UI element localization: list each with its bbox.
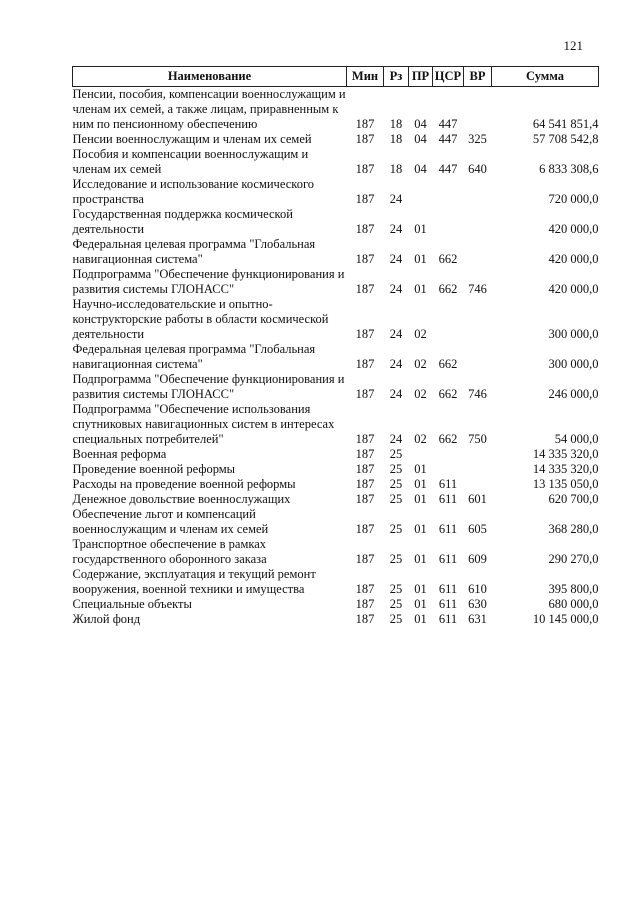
row-rz: 24 [389, 387, 403, 401]
row-name: Пенсии, пособия, компенсации военнослужащим и членам их семей, а также лицам, приравненным к ним по пенсионному обеспечению [72, 87, 346, 131]
row-vr [464, 237, 492, 267]
row-name: Подпрограмма "Обеспечение функционирования и развития системы ГЛОНАСС" [72, 372, 345, 401]
row-vr: 601 [468, 492, 487, 506]
row-pr: 01 [414, 462, 427, 476]
table-row [73, 297, 599, 342]
row-min: 187 [355, 282, 375, 296]
header-min: Мин [347, 67, 384, 87]
row-vr: 325 [468, 132, 487, 146]
row-pr: 01 [414, 522, 427, 536]
row-name: Федеральная целевая программа "Глобальная навигационная система" [72, 237, 316, 266]
row-name: Расходы на проведение военной реформы [72, 477, 296, 491]
row-pr: 01 [414, 477, 427, 491]
row-sum: 246 000,0 [548, 387, 599, 401]
table-row [73, 267, 599, 297]
row-pr: 02 [414, 327, 427, 341]
row-min: 187 [355, 222, 375, 236]
row-pr: 01 [414, 552, 427, 566]
row-sum: 64 541 851,4 [532, 117, 599, 131]
table-row [73, 537, 599, 567]
row-vr [464, 342, 492, 372]
row-min: 187 [355, 462, 375, 476]
row-rz: 24 [389, 192, 403, 206]
row-sum: 620 700,0 [548, 492, 599, 506]
row-name: Пособия и компенсации военнослужащим и членам их семей [72, 147, 309, 176]
budget-table [72, 66, 599, 627]
row-csr: 611 [438, 582, 458, 596]
row-name: Государственная поддержка космической деятельности [72, 207, 293, 236]
table-row [73, 477, 599, 492]
row-csr [433, 462, 464, 477]
row-name: Денежное довольствие военнослужащих [72, 492, 291, 506]
header-vr: ВР [464, 67, 492, 87]
row-rz: 24 [389, 327, 403, 341]
table-body [73, 87, 599, 628]
row-name: Пенсии военнослужащим и членам их семей [72, 132, 312, 146]
table-row [73, 372, 599, 402]
row-pr: 02 [414, 387, 427, 401]
row-name: Транспортное обеспечение в рамках государственного оборонного заказа [72, 537, 267, 566]
row-csr: 611 [438, 612, 458, 626]
row-vr: 605 [468, 522, 487, 536]
row-csr: 662 [438, 282, 458, 296]
row-vr [464, 297, 492, 342]
table-row [73, 447, 599, 462]
row-name: Проведение военной реформы [72, 462, 236, 476]
row-pr: 01 [414, 492, 427, 506]
row-csr: 611 [438, 597, 458, 611]
table-row [73, 612, 599, 627]
row-csr: 662 [438, 252, 458, 266]
row-sum: 10 145 000,0 [532, 612, 599, 626]
row-rz: 25 [389, 462, 403, 476]
row-sum: 290 270,0 [548, 552, 599, 566]
row-vr [464, 177, 492, 207]
row-min: 187 [355, 522, 375, 536]
row-sum: 14 335 320,0 [532, 447, 599, 461]
table-row [73, 402, 599, 447]
row-csr: 447 [438, 117, 458, 131]
header-pr: ПР [409, 67, 433, 87]
row-vr [464, 477, 492, 492]
row-name: Подпрограмма "Обеспечение использования спутниковых навигационных систем в интересах специальных потребителей" [72, 402, 335, 446]
table-row [73, 132, 599, 147]
row-min: 187 [355, 492, 375, 506]
row-sum: 57 708 542,8 [532, 132, 599, 146]
row-vr: 631 [468, 612, 487, 626]
row-min: 187 [355, 357, 375, 371]
row-rz: 25 [389, 612, 403, 626]
row-csr [433, 447, 464, 462]
row-rz: 18 [389, 132, 403, 146]
row-min: 187 [355, 582, 375, 596]
row-vr: 746 [468, 387, 487, 401]
row-min: 187 [355, 552, 375, 566]
row-name: Военная реформа [72, 447, 167, 461]
row-csr: 611 [438, 477, 458, 491]
row-rz: 24 [389, 282, 403, 296]
row-vr [464, 462, 492, 477]
row-sum: 720 000,0 [548, 192, 599, 206]
row-pr: 02 [414, 357, 427, 371]
row-sum: 13 135 050,0 [532, 477, 599, 491]
row-min: 187 [355, 477, 375, 491]
header-rz: Рз [384, 67, 409, 87]
row-pr: 04 [414, 117, 427, 131]
row-csr: 662 [438, 432, 458, 446]
row-csr: 447 [438, 132, 458, 146]
row-pr: 01 [414, 252, 427, 266]
row-sum: 6 833 308,6 [539, 162, 599, 176]
row-rz: 25 [389, 552, 403, 566]
row-rz: 24 [389, 357, 403, 371]
row-min: 187 [355, 597, 375, 611]
table-row [73, 207, 599, 237]
row-vr: 630 [468, 597, 487, 611]
row-rz: 25 [389, 447, 403, 461]
row-rz: 24 [389, 222, 403, 236]
row-rz: 25 [389, 477, 403, 491]
row-min: 187 [355, 132, 375, 146]
row-sum: 420 000,0 [548, 222, 599, 236]
row-pr: 01 [414, 222, 427, 236]
row-name: Федеральная целевая программа "Глобальная навигационная система" [72, 342, 316, 371]
table-header [73, 67, 599, 87]
row-sum: 14 335 320,0 [532, 462, 599, 476]
table-row [73, 597, 599, 612]
header-sum: Сумма [492, 67, 599, 87]
row-vr: 610 [468, 582, 487, 596]
row-min: 187 [355, 432, 375, 446]
row-csr: 447 [438, 162, 458, 176]
row-name: Научно-исследовательские и опытно-конструкторские работы в области космической деятельности [72, 297, 329, 341]
row-rz: 18 [389, 162, 403, 176]
table-row [73, 147, 599, 177]
row-rz: 25 [389, 492, 403, 506]
row-csr: 611 [438, 522, 458, 536]
row-min: 187 [355, 252, 375, 266]
row-pr [409, 177, 433, 207]
row-csr: 611 [438, 552, 458, 566]
table-row [73, 87, 599, 133]
table-row [73, 462, 599, 477]
row-csr: 662 [438, 357, 458, 371]
row-vr: 746 [468, 282, 487, 296]
row-vr: 640 [468, 162, 487, 176]
header-csr: ЦСР [433, 67, 464, 87]
row-rz: 24 [389, 252, 403, 266]
row-csr [433, 207, 464, 237]
row-pr: 01 [414, 597, 427, 611]
row-name: Жилой фонд [72, 612, 141, 626]
row-sum: 54 000,0 [554, 432, 599, 446]
row-rz: 25 [389, 582, 403, 596]
row-csr [433, 177, 464, 207]
row-pr: 01 [414, 612, 427, 626]
row-sum: 420 000,0 [548, 282, 599, 296]
row-min: 187 [355, 387, 375, 401]
table-row [73, 342, 599, 372]
row-sum: 395 800,0 [548, 582, 599, 596]
row-pr [409, 447, 433, 462]
row-min: 187 [355, 192, 375, 206]
row-vr [464, 87, 492, 133]
page-number: 121 [563, 38, 583, 53]
row-csr: 611 [438, 492, 458, 506]
row-pr: 01 [414, 282, 427, 296]
row-pr: 04 [414, 132, 427, 146]
row-vr [464, 447, 492, 462]
row-name: Исследование и использование космического пространства [72, 177, 315, 206]
header-name: Наименование [73, 67, 347, 87]
row-pr: 01 [414, 582, 427, 596]
row-sum: 368 280,0 [548, 522, 599, 536]
row-min: 187 [355, 117, 375, 131]
row-sum: 680 000,0 [548, 597, 599, 611]
row-vr: 609 [468, 552, 487, 566]
table-row [73, 492, 599, 507]
row-name: Специальные объекты [72, 597, 192, 611]
row-rz: 25 [389, 522, 403, 536]
row-rz: 25 [389, 597, 403, 611]
row-vr: 750 [468, 432, 487, 446]
table-row [73, 237, 599, 267]
row-sum: 420 000,0 [548, 252, 599, 266]
table-row [73, 177, 599, 207]
row-min: 187 [355, 612, 375, 626]
row-sum: 300 000,0 [548, 327, 599, 341]
row-name: Подпрограмма "Обеспечение функционирования и развития системы ГЛОНАСС" [72, 267, 345, 296]
row-rz: 18 [389, 117, 403, 131]
row-min: 187 [355, 447, 375, 461]
row-vr [464, 207, 492, 237]
row-name: Обеспечение льгот и компенсаций военнослужащим и членам их семей [72, 507, 269, 536]
table-row [73, 567, 599, 597]
row-min: 187 [355, 162, 375, 176]
row-sum: 300 000,0 [548, 357, 599, 371]
row-rz: 24 [389, 432, 403, 446]
row-min: 187 [355, 327, 375, 341]
row-csr [433, 297, 464, 342]
row-name: Содержание, эксплуатация и текущий ремонт вооружения, военной техники и имущества [72, 567, 316, 596]
table-row [73, 507, 599, 537]
row-csr: 662 [438, 387, 458, 401]
row-pr: 04 [414, 162, 427, 176]
row-pr: 02 [414, 432, 427, 446]
